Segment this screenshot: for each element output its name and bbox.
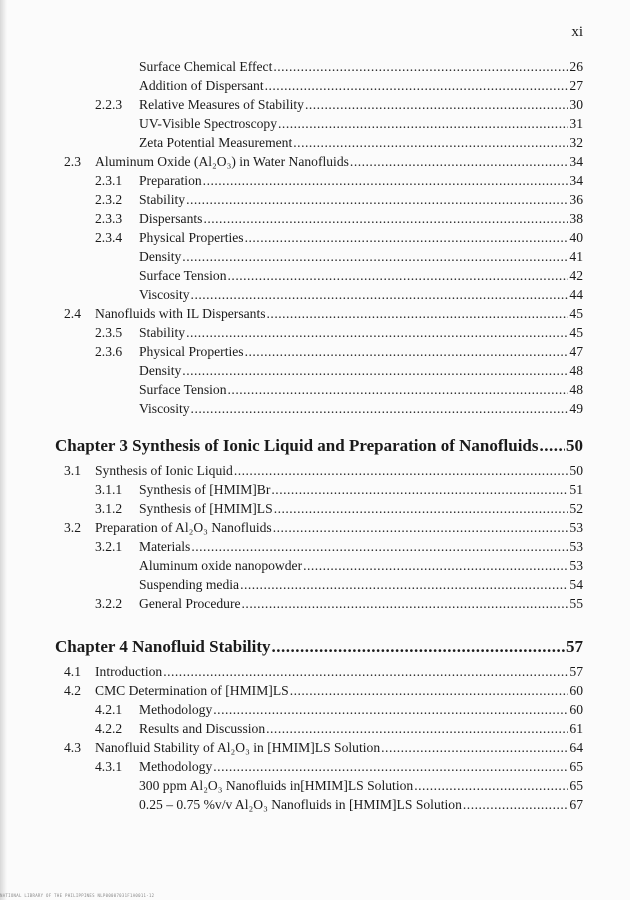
toc-entry-page: 57	[566, 637, 583, 656]
page-gutter-shadow	[0, 0, 7, 900]
dot-leader	[191, 399, 569, 418]
toc-entry-title: Nanofluids with IL Dispersants	[95, 306, 266, 321]
toc-entry-title: Nanofluid Stability of Al₂O₃ in [HMIM]LS Solution	[95, 740, 381, 755]
dot-leader	[272, 635, 565, 659]
dot-leader	[182, 247, 568, 266]
toc-entry-page: 31	[569, 116, 583, 131]
toc-entry-number: 2.3.1	[95, 173, 123, 188]
toc-entry-number: 4.1	[64, 664, 81, 679]
toc-entry-page: 57	[569, 664, 583, 679]
toc-entry-number: 3.2.2	[95, 596, 123, 611]
toc-entry-number: 2.4	[64, 306, 81, 321]
toc-entry-number: 2.3.4	[95, 230, 123, 245]
toc-entry-title: Stability	[139, 325, 186, 340]
toc-entry-page: 32	[569, 135, 583, 150]
dot-leader	[191, 285, 569, 304]
toc-entry-title: Results and Discussion	[139, 721, 266, 736]
toc-entry-title: Relative Measures of Stability	[139, 97, 304, 112]
toc-entry-page: 45	[569, 325, 583, 340]
toc-entry-page: 48	[569, 363, 583, 378]
dot-leader	[234, 461, 569, 480]
toc-entry-number: 3.1.1	[95, 482, 123, 497]
toc-entry-page: 65	[569, 778, 583, 793]
dot-leader	[350, 152, 568, 171]
dot-leader	[414, 776, 568, 795]
dot-leader	[293, 133, 568, 152]
toc-entry-page: 27	[569, 78, 583, 93]
toc-entry-title: Physical Properties	[139, 230, 244, 245]
toc-entry-title: Zeta Potential Measurement	[139, 135, 293, 150]
toc-entry-page: 64	[569, 740, 583, 755]
dot-leader	[242, 594, 569, 613]
dot-leader	[540, 434, 566, 458]
toc-entry-number: 2.3.5	[95, 325, 123, 340]
toc-entry-number: 4.3.1	[95, 759, 123, 774]
toc-entry-page: 52	[569, 501, 583, 516]
toc-entry-page: 49	[569, 401, 583, 416]
toc-entry-number: 2.3.3	[95, 211, 123, 226]
toc-entry-page: 38	[569, 211, 583, 226]
toc-entry-title: 0.25 – 0.75 %v/v Al₂O₃ Nanofluids in [HMIM]LS Solution	[139, 797, 462, 812]
toc-entry-page: 45	[569, 306, 583, 321]
dot-leader	[228, 380, 569, 399]
toc-entry-title: Chapter 3 Synthesis of Ionic Liquid and Preparation of Nanofluids	[55, 436, 539, 455]
dot-leader	[267, 304, 569, 323]
toc-entry-title: Density	[139, 249, 182, 264]
toc-entry-page: 42	[569, 268, 583, 283]
toc-entry-number: 4.2.2	[95, 721, 123, 736]
toc-entry-title: Synthesis of [HMIM]LS	[139, 501, 273, 516]
toc-entry-title: Surface Chemical Effect	[139, 59, 273, 74]
toc-entry-title: Dispersants	[139, 211, 203, 226]
dot-leader	[213, 757, 568, 776]
toc-entry-title: Physical Properties	[139, 344, 244, 359]
dot-leader	[186, 323, 568, 342]
toc-entry-page: 34	[569, 154, 583, 169]
toc-entry-title: Density	[139, 363, 182, 378]
toc-entry-number: 4.2.1	[95, 702, 123, 717]
toc-entry-number: 4.3	[64, 740, 81, 755]
toc-entry-page: 44	[569, 287, 583, 302]
dot-leader	[182, 361, 568, 380]
dot-leader	[245, 228, 569, 247]
dot-leader	[463, 795, 569, 814]
dot-leader	[203, 209, 568, 228]
dot-leader	[305, 95, 568, 114]
toc-entry-title: Surface Tension	[139, 268, 227, 283]
toc-entry-title: 300 ppm Al₂O₃ Nanofluids in[HMIM]LS Solution	[139, 778, 414, 793]
toc-entry-page: 53	[569, 539, 583, 554]
dot-leader	[265, 76, 569, 95]
toc-entry-page: 53	[569, 520, 583, 535]
toc-entry-title: Methodology	[139, 759, 213, 774]
page-number: xi	[571, 24, 583, 40]
toc-entry-title: Methodology	[139, 702, 213, 717]
dot-leader	[273, 57, 568, 76]
toc-entry-title: Viscosity	[139, 287, 190, 302]
toc-entry-number: 2.2.3	[95, 97, 123, 112]
toc-entry-page: 55	[569, 596, 583, 611]
toc-entry-number: 3.2.1	[95, 539, 123, 554]
toc-entry-title: Preparation of Al₂O₃ Nanofluids	[95, 520, 272, 535]
dot-leader	[186, 190, 568, 209]
toc-entry-number: 2.3.2	[95, 192, 123, 207]
dot-leader	[245, 342, 569, 361]
dot-leader	[213, 700, 568, 719]
toc-entry-title: Preparation	[139, 173, 202, 188]
toc-entry-number: 4.2	[64, 683, 81, 698]
toc-entry-title: Aluminum Oxide (Al₂O₃) in Water Nanofluids	[95, 154, 349, 169]
toc-entry-title: Materials	[139, 539, 191, 554]
toc-entry-page: 48	[569, 382, 583, 397]
toc-entry-page: 50	[569, 463, 583, 478]
toc-entry-title: Addition of Dispersant	[139, 78, 264, 93]
toc-entry-page: 65	[569, 759, 583, 774]
toc-entry-title: Stability	[139, 192, 186, 207]
toc-entry-page: 61	[569, 721, 583, 736]
toc-entry-page: 41	[569, 249, 583, 264]
library-footer-stamp: NATIONAL LIBRARY OF THE PHILIPPINES NLP00007031F1A0011-12	[0, 893, 155, 898]
toc-entry-title: Aluminum oxide nanopowder	[139, 558, 303, 573]
dot-leader	[303, 556, 568, 575]
dot-leader	[203, 171, 569, 190]
toc-entry-page: 36	[569, 192, 583, 207]
toc-entry-page: 30	[569, 97, 583, 112]
toc-entry-page: 40	[569, 230, 583, 245]
dot-leader	[228, 266, 569, 285]
dot-leader	[266, 719, 568, 738]
toc-entry-page: 54	[569, 577, 583, 592]
toc-entry-page: 51	[569, 482, 583, 497]
toc-entry-page: 47	[569, 344, 583, 359]
toc-entry-title: General Procedure	[139, 596, 241, 611]
toc-entry-page: 34	[569, 173, 583, 188]
dot-leader	[273, 518, 569, 537]
toc-entry-number: 3.1	[64, 463, 81, 478]
toc-entry-title: Synthesis of [HMIM]Br	[139, 482, 271, 497]
dot-leader	[290, 681, 569, 700]
toc-entry-title: UV-Visible Spectroscopy	[139, 116, 278, 131]
toc-entry-title: Viscosity	[139, 401, 190, 416]
toc-entry-title: Chapter 4 Nanofluid Stability	[55, 637, 271, 656]
toc-entry-title: Synthesis of Ionic Liquid	[95, 463, 233, 478]
dot-leader	[274, 499, 569, 518]
toc-entry-title: Suspending media	[139, 577, 240, 592]
dot-leader	[278, 114, 568, 133]
toc-entry-number: 3.2	[64, 520, 81, 535]
toc-entry-page: 53	[569, 558, 583, 573]
toc-entry-number: 2.3	[64, 154, 81, 169]
toc-entry-page: 26	[569, 59, 583, 74]
toc-entry-title: Introduction	[95, 664, 163, 679]
toc-entry-page: 60	[569, 702, 583, 717]
dot-leader	[191, 537, 568, 556]
dot-leader	[240, 575, 568, 594]
toc-entry-page: 50	[566, 436, 583, 455]
toc-entry-title: CMC Determination of [HMIM]LS	[95, 683, 289, 698]
toc-entry-page: 60	[569, 683, 583, 698]
toc-entry-title: Surface Tension	[139, 382, 227, 397]
dot-leader	[271, 480, 568, 499]
toc-entry-page: 67	[569, 797, 583, 812]
toc-entry-number: 2.3.6	[95, 344, 123, 359]
dot-leader	[163, 662, 568, 681]
toc-entry-number: 3.1.2	[95, 501, 123, 516]
dot-leader	[381, 738, 568, 757]
